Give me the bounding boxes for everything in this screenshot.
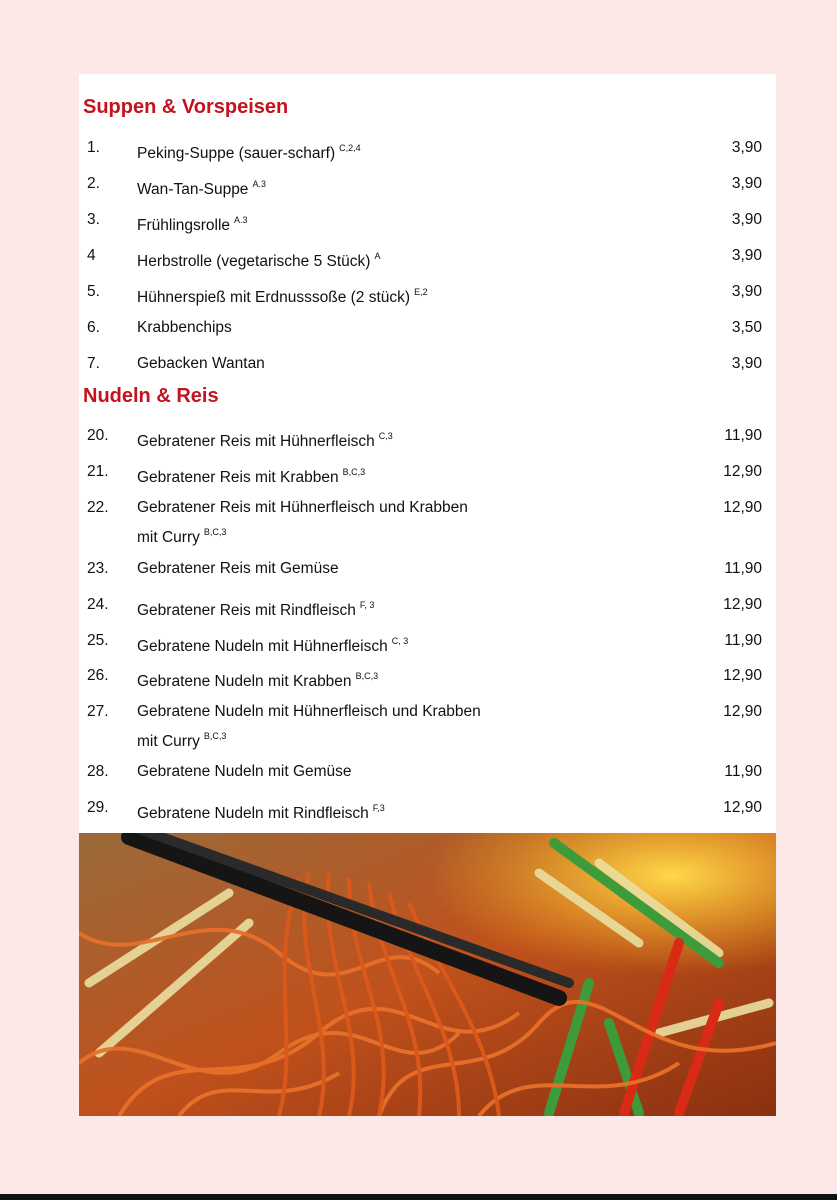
section-title-nudeln: Nudeln & Reis	[83, 385, 219, 407]
item-number: 7.	[87, 355, 100, 372]
item-price: 3,90	[731, 247, 762, 264]
item-price: 12,90	[723, 463, 762, 480]
item-name: Gebratene Nudeln mit Gemüse	[137, 763, 352, 780]
allergen-codes: B,C,3	[355, 671, 379, 681]
item-name: Gebratene Nudeln mit Hühnerfleisch $^{C, 3}$	[137, 636, 409, 655]
bottom-bar	[0, 1194, 837, 1200]
item-price: 11,90	[724, 427, 762, 444]
item-name: Krabbenchips	[137, 319, 232, 336]
item-name: Gebratene Nudeln mit Hühnerfleisch und Krabben mit Curry $^{B,C,3}$	[137, 703, 481, 750]
allergen-codes: C,2,4	[339, 143, 361, 153]
allergen-codes: E,2	[414, 287, 428, 297]
item-name: Gebratene Nudeln mit Krabben $^{B,C,3}$	[137, 671, 379, 690]
allergen-codes: C,3	[378, 431, 393, 441]
item-price: 3,90	[731, 283, 762, 300]
item-name: Gebratener Reis mit Hühnerfleisch $^{C,3}$	[137, 431, 393, 450]
item-name: Frühlingsrolle $^{A.3}$	[137, 215, 248, 234]
item-number: 23.	[87, 560, 109, 577]
item-price: 3,90	[731, 211, 762, 228]
allergen-codes: F,3	[372, 803, 385, 813]
item-price: 3,50	[731, 319, 762, 336]
section-title-suppen: Suppen & Vorspeisen	[83, 96, 289, 118]
item-price: 12,90	[723, 799, 762, 816]
item-price: 3,90	[731, 175, 762, 192]
item-number: 20.	[87, 427, 109, 444]
item-number: 26.	[87, 667, 109, 684]
allergen-codes: B,C,3	[203, 731, 227, 741]
item-name: Hühnerspieß mit Erdnusssoße (2 stück) $^{E,2}$	[137, 287, 428, 306]
item-price: 12,90	[723, 667, 762, 684]
item-name: Gebratener Reis mit Hühnerfleisch und Krabben mit Curry $^{B,C,3}$	[137, 499, 468, 546]
item-name: Gebacken Wantan	[137, 355, 265, 372]
item-name: Gebratener Reis mit Krabben $^{B,C,3}$	[137, 467, 366, 486]
item-price: 12,90	[723, 703, 762, 720]
item-name: Herbstrolle (vegetarische 5 Stück) $^A$	[137, 251, 381, 270]
item-price: 12,90	[723, 499, 762, 516]
allergen-codes: A.3	[252, 179, 266, 189]
allergen-codes: F, 3	[359, 600, 375, 610]
item-number: 25.	[87, 632, 109, 649]
item-number: 29.	[87, 799, 109, 816]
item-price: 11,90	[724, 632, 762, 649]
item-number: 3.	[87, 211, 100, 228]
item-price: 3,90	[731, 139, 762, 156]
item-name: Wan-Tan-Suppe $^{A.3}$	[137, 179, 266, 198]
item-number: 22.	[87, 499, 109, 516]
item-name: Gebratener Reis mit Rindfleisch $^{F, 3}$	[137, 600, 375, 619]
item-number: 28.	[87, 763, 109, 780]
item-number: 21.	[87, 463, 109, 480]
item-number: 27.	[87, 703, 109, 720]
item-name: Gebratene Nudeln mit Rindfleisch $^{F,3}$	[137, 803, 385, 822]
item-name: Peking-Suppe (sauer-scharf) $^{C,2,4}$	[137, 143, 361, 162]
allergen-codes: B,C,3	[203, 527, 227, 537]
item-price: 11,90	[724, 560, 762, 577]
item-name: Gebratener Reis mit Gemüse	[137, 560, 339, 577]
item-number: 2.	[87, 175, 100, 192]
item-number: 6.	[87, 319, 100, 336]
item-price: 11,90	[724, 763, 762, 780]
item-number: 5.	[87, 283, 100, 300]
item-price: 3,90	[731, 355, 762, 372]
item-price: 12,90	[723, 596, 762, 613]
allergen-codes: A	[374, 251, 381, 261]
fried-noodles-photo	[79, 833, 776, 1116]
item-number: 4	[87, 247, 96, 264]
allergen-codes: C, 3	[391, 636, 409, 646]
item-number: 1.	[87, 139, 100, 156]
allergen-codes: B,C,3	[342, 467, 366, 477]
item-number: 24.	[87, 596, 109, 613]
allergen-codes: A.3	[234, 215, 248, 225]
